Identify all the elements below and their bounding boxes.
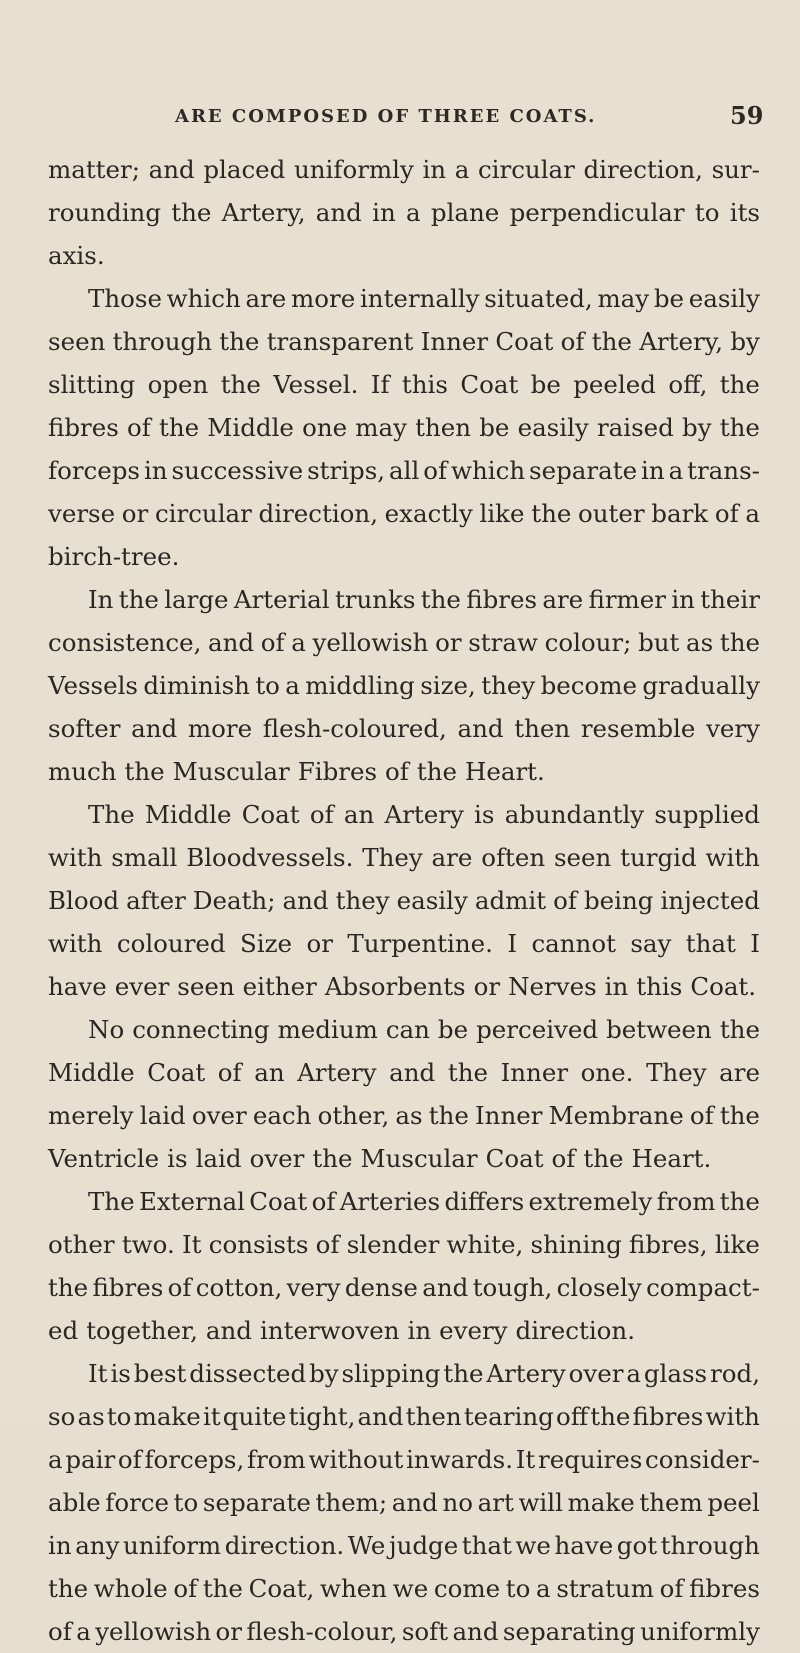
body-text [48,148,760,1653]
text-line: Those which are more internally situated, may be easily [88,284,760,313]
text-line: able force to separate them; and no art will make them peel [48,1488,760,1517]
text-line: The External Coat of Arteries differs extremely from the [88,1187,760,1216]
text-line: In the large Arterial trunks the fibres are firmer in their [88,585,760,614]
text-line: It is best dissected by slipping the Artery over a glass rod, [88,1359,760,1388]
text-line: in any uniform direction. We judge that we have got through [48,1531,760,1560]
text-line: rounding the Artery, and in a plane perpendicular to its [48,198,760,227]
text-line: so as to make it quite tight, and then tearing off the fibres with [48,1402,760,1431]
text-line: fibres of the Middle one may then be easily raised by the [48,413,760,442]
text-line: birch-tree. [48,542,180,571]
text-line: have ever seen either Absorbents or Nerves in this Coat. [48,972,757,1001]
text-line: of a yellowish or flesh-colour, soft and separating uniformly [48,1617,760,1646]
text-line: The Middle Coat of an Artery is abundantly supplied [88,800,760,829]
text-line: Vessels diminish to a middling size, they become gradually [48,671,760,700]
text-line: the fibres of cotton, very dense and tough, closely compact- [48,1273,760,1302]
text-line: No connecting medium can be perceived between the [88,1015,760,1044]
text-line: slitting open the Vessel. If this Coat be peeled off, the [48,370,760,399]
text-line: Middle Coat of an Artery and the Inner one. They are [48,1058,760,1087]
text-line: consistence, and of a yellowish or straw colour; but as the [48,628,760,657]
text-line: forceps in successive strips, all of which separate in a trans- [48,456,760,485]
text-line: verse or circular direction, exactly like the outer bark of a [48,499,760,528]
text-line: with small Bloodvessels. They are often seen turgid with [48,843,760,872]
text-line: Ventricle is laid over the Muscular Coat of the Heart. [48,1144,712,1173]
text-line: matter; and placed uniformly in a circular direction, sur- [48,155,760,184]
text-line: softer and more flesh-coloured, and then resemble very [48,714,760,743]
page-number: 59 [730,101,764,130]
text-line: the whole of the Coat, when we come to a stratum of fibres [48,1574,760,1603]
text-line: with coloured Size or Turpentine. I cannot say that I [48,929,760,958]
text-line: axis. [48,241,105,270]
running-head: ARE COMPOSED OF THREE COATS. [175,106,597,127]
text-line: other two. It consists of slender white, shining fibres, like [48,1230,760,1259]
text-line: seen through the transparent Inner Coat of the Artery, by [48,327,760,356]
text-line: much the Muscular Fibres of the Heart. [48,757,545,786]
text-line: merely laid over each other, as the Inner Membrane of the [48,1101,760,1130]
text-line: Blood after Death; and they easily admit of being injected [48,886,760,915]
text-line: a pair of forceps, from without inwards. It requires consider- [48,1445,760,1474]
text-line: ed together, and interwoven in every direction. [48,1316,635,1345]
